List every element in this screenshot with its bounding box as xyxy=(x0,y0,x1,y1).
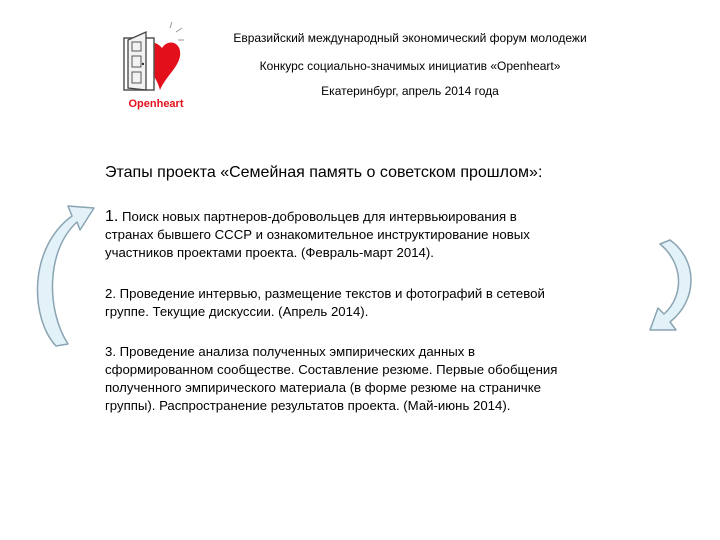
stage-step-3 xyxy=(105,343,665,415)
step-line: Проведение анализа полученных эмпирических данных в xyxy=(119,344,475,359)
curved-arrow-right-icon xyxy=(640,238,700,338)
step-number: 1. xyxy=(105,208,119,225)
curved-arrow-left-icon xyxy=(22,198,100,348)
stage-step-2 xyxy=(105,285,665,321)
step-line: участников проектами проекта. (Февраль-март 2014). xyxy=(105,245,434,260)
header-place-date: Екатеринбург, апрель 2014 года xyxy=(321,84,499,98)
header-contest-title: Конкурс социально-значимых инициатив «Openheart» xyxy=(259,59,561,73)
stages-title: Этапы проекта «Семейная память о советском прошлом»: xyxy=(105,164,543,181)
step-line: странах бывшего СССР и ознакомительное инструктирование новых xyxy=(105,227,530,242)
step-line: сформированном сообществе. Составление резюме. Первые обобщения xyxy=(105,362,558,377)
header-forum-title: Евразийский международный экономический форум молодежи xyxy=(233,31,587,45)
step-number: 2. xyxy=(105,286,116,301)
open-door-heart-icon xyxy=(116,18,196,98)
logo-label: Openheart xyxy=(128,98,184,110)
step-line: Проведение интервью, размещение текстов и фотографий в сетевой xyxy=(119,286,545,301)
openheart-logo xyxy=(116,18,196,114)
step-line: Поиск новых партнеров-добровольцев для интервьюирования в xyxy=(122,209,517,224)
step-line: полученного эмпирического материала (в форме резюме на страничке xyxy=(105,380,541,395)
stage-step-1 xyxy=(105,208,665,262)
step-number: 3. xyxy=(105,344,116,359)
step-line: группе. Текущие дискуссии. (Апрель 2014). xyxy=(105,304,369,319)
step-line: группы). Распространение результатов проекта. (Май-июнь 2014). xyxy=(105,398,511,413)
